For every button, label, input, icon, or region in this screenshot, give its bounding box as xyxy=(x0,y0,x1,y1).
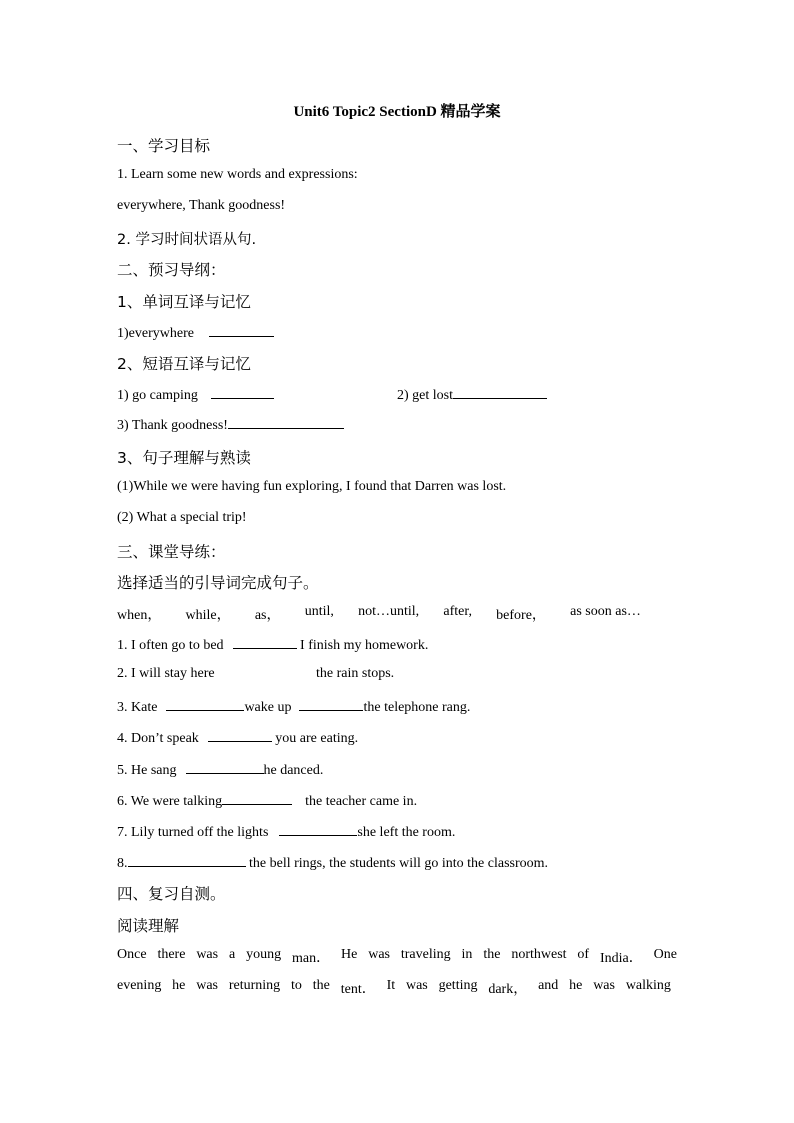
question-text: she left the room. xyxy=(357,825,456,840)
reading-comprehension-heading: 阅读理解 xyxy=(117,917,180,935)
passage-word: and xyxy=(538,978,559,993)
exercise-question-8 xyxy=(117,853,548,872)
passage-word: He xyxy=(340,947,358,962)
option: while， xyxy=(185,608,231,623)
section-4-heading: 四、复习自测。 xyxy=(117,885,226,903)
answer-blank[interactable] xyxy=(209,323,274,337)
page-title: Unit6 Topic2 SectionD 精品学案 xyxy=(293,104,501,120)
passage-word: getting xyxy=(438,978,478,993)
question-text: the telephone rang. xyxy=(363,700,471,715)
answer-blank[interactable] xyxy=(453,385,547,399)
answer-blank[interactable] xyxy=(299,697,363,711)
section-1-heading: 一、学习目标 xyxy=(117,137,211,155)
answer-blank[interactable] xyxy=(233,635,297,649)
subsection-sentence-reading: 3、句子理解与熟读 xyxy=(117,449,251,467)
option: as， xyxy=(254,608,281,623)
passage-word: man． xyxy=(291,951,331,966)
question-text: the teacher came in. xyxy=(305,794,418,809)
question-text: 7. Lily turned off the lights xyxy=(117,825,269,840)
passage-word: evening xyxy=(117,978,162,993)
answer-blank[interactable] xyxy=(211,385,274,399)
exercise-question-4 xyxy=(117,728,358,747)
question-text: 3. Kate xyxy=(117,700,158,715)
phrase-question-3 xyxy=(117,415,344,434)
phrase-question-1-text: 1) go camping xyxy=(117,388,198,403)
answer-blank[interactable] xyxy=(279,822,357,836)
sentence-1: (1)While we were having fun exploring, I found that Darren was lost. xyxy=(117,479,507,494)
objective-1: 1. Learn some new words and expressions: xyxy=(117,167,358,182)
exercise-question-2 xyxy=(117,666,215,682)
option: after, xyxy=(443,604,472,619)
subsection-word-translation: 1、单词互译与记忆 xyxy=(117,293,251,311)
exercise-question-5 xyxy=(117,760,323,779)
exercise-question-6 xyxy=(117,791,417,810)
passage-word: was xyxy=(405,978,428,993)
passage-line-1 xyxy=(117,947,677,967)
answer-blank[interactable] xyxy=(208,728,272,742)
exercise-instruction: 选择适当的引导词完成句子。 xyxy=(117,574,319,592)
sentence-2: (2) What a special trip! xyxy=(117,510,247,525)
question-text: I finish my homework. xyxy=(300,638,429,653)
passage-line-2 xyxy=(117,978,671,998)
passage-word: Once xyxy=(117,947,147,962)
objective-1-words: everywhere, Thank goodness! xyxy=(117,198,286,213)
exercise-question-3 xyxy=(117,697,470,716)
passage-word: a xyxy=(228,947,236,962)
question-text: he danced. xyxy=(263,763,324,778)
objective-2: 2. 学习时间状语从句. xyxy=(117,232,257,248)
passage-word: traveling xyxy=(400,947,451,962)
passage-word: of xyxy=(577,947,590,962)
passage-word: northwest xyxy=(511,947,567,962)
passage-word: in xyxy=(461,947,473,962)
passage-word: walking xyxy=(625,978,671,993)
answer-blank[interactable] xyxy=(186,760,264,774)
answer-blank[interactable] xyxy=(228,415,344,429)
passage-word: It xyxy=(386,978,396,993)
passage-word: was xyxy=(196,947,219,962)
question-text: wake up xyxy=(244,700,292,715)
question-text: 6. We were talking xyxy=(117,794,223,809)
option: when， xyxy=(117,608,162,623)
option: not…until, xyxy=(358,604,420,619)
conjunction-options xyxy=(117,604,641,624)
answer-blank[interactable] xyxy=(128,853,246,867)
word-question-1 xyxy=(117,323,274,342)
question-text: you are eating. xyxy=(275,731,359,746)
passage-word: he xyxy=(569,978,583,993)
passage-word: to xyxy=(291,978,302,993)
exercise-question-1 xyxy=(117,635,428,654)
passage-word: was xyxy=(196,978,219,993)
section-2-heading: 二、预习导纲： xyxy=(117,261,226,279)
passage-word: he xyxy=(172,978,186,993)
question-text: 4. Don’t speak xyxy=(117,731,199,746)
subsection-phrase-translation: 2、短语互译与记忆 xyxy=(117,355,251,373)
phrase-question-3-text: 3) Thank goodness! xyxy=(117,418,228,433)
question-text: 2. I will stay here xyxy=(117,666,215,681)
exercise-question-7 xyxy=(117,822,455,841)
answer-blank[interactable] xyxy=(222,791,292,805)
option: as soon as… xyxy=(570,604,641,619)
question-text: 8. xyxy=(117,856,128,871)
section-3-heading: 三、课堂导练： xyxy=(117,543,226,561)
passage-word: was xyxy=(368,947,390,962)
phrase-question-2-text: 2) get lost xyxy=(397,388,453,403)
exercise-question-2-end: the rain stops. xyxy=(316,666,395,681)
question-text: 5. He sang xyxy=(117,763,177,778)
passage-word: the xyxy=(312,978,330,993)
question-text: the bell rings, the students will go into the classroom. xyxy=(249,856,549,871)
passage-word: dark， xyxy=(488,982,528,997)
phrase-question-2 xyxy=(397,385,547,404)
word-question-1-text: 1)everywhere xyxy=(117,326,194,341)
option: before， xyxy=(496,608,546,623)
passage-word: One xyxy=(653,947,677,962)
phrase-question-1 xyxy=(117,385,274,404)
passage-word: India． xyxy=(599,951,643,966)
passage-word: the xyxy=(483,947,501,962)
answer-blank[interactable] xyxy=(166,697,244,711)
passage-word: returning xyxy=(228,978,281,993)
passage-word: tent． xyxy=(340,982,376,997)
question-text: 1. I often go to bed xyxy=(117,638,224,653)
option: until, xyxy=(304,604,334,619)
passage-word: was xyxy=(593,978,615,993)
passage-word: young xyxy=(246,947,282,962)
passage-word: there xyxy=(157,947,186,962)
